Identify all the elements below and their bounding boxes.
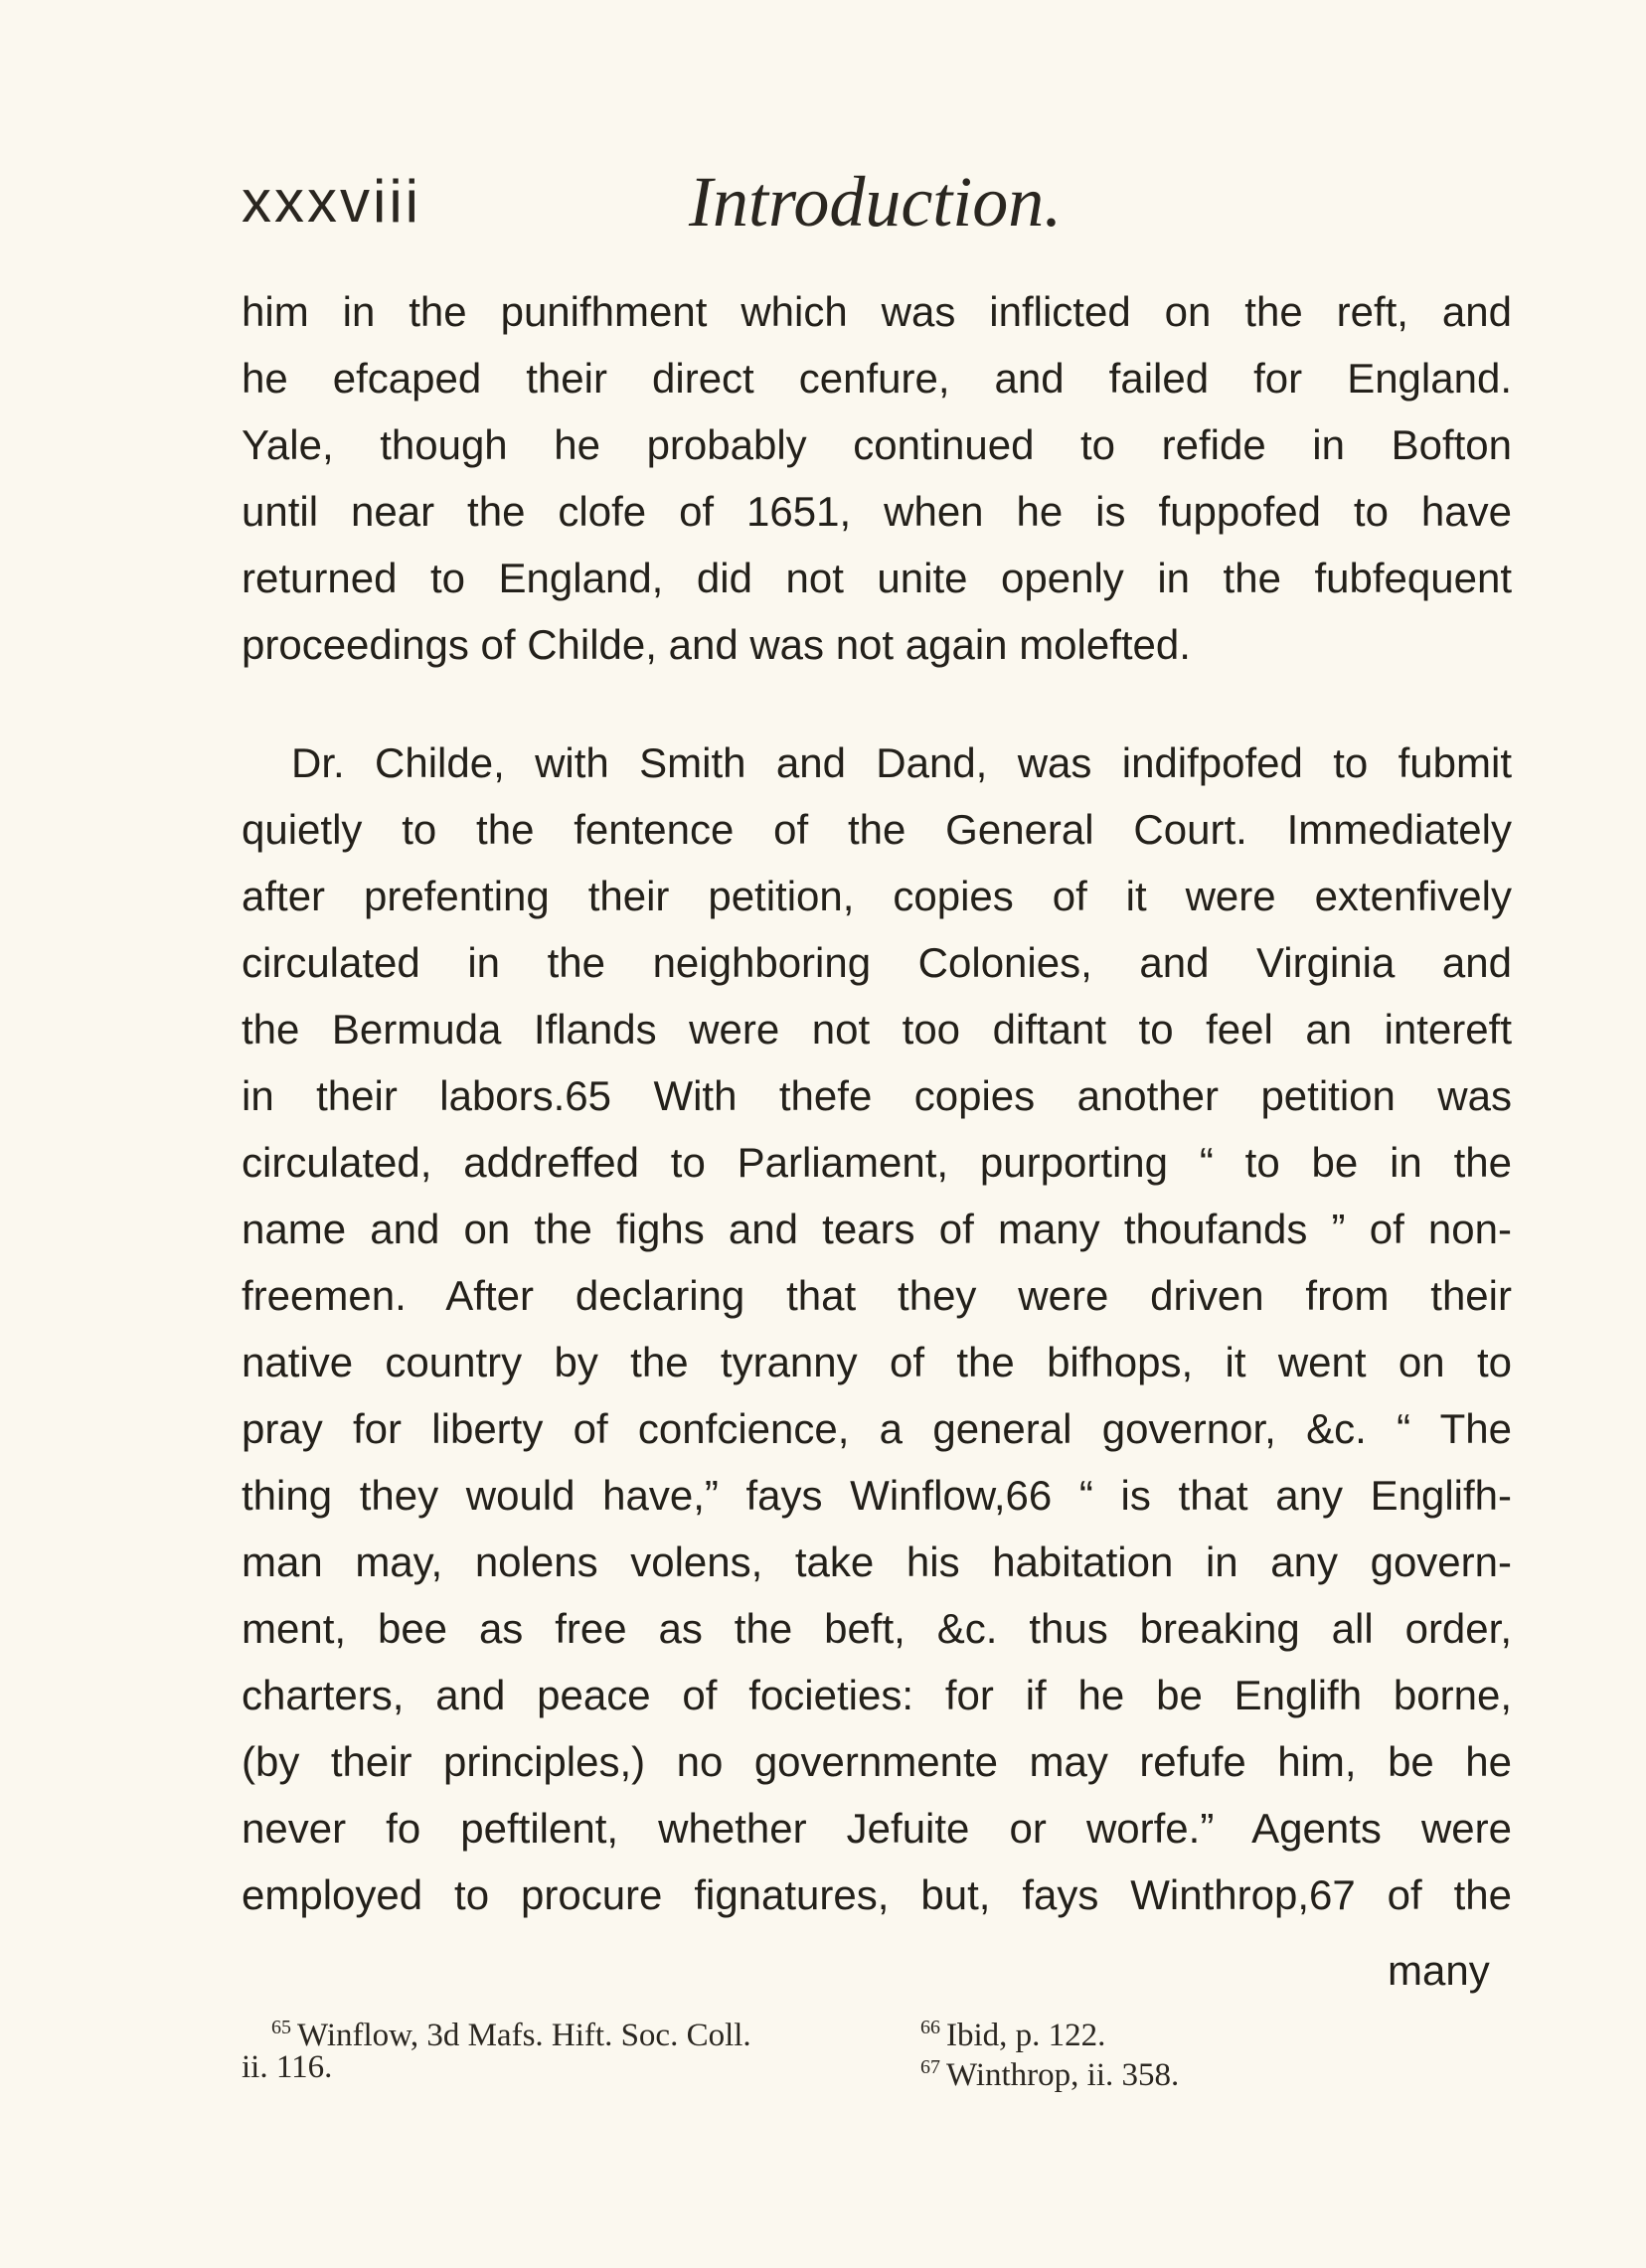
footnote-mark: 65 xyxy=(271,2017,291,2038)
paragraph-break xyxy=(242,678,1512,729)
text-line: native country by the tyranny of the bifhops, it went on to xyxy=(242,1339,1512,1385)
text-line: him in the punifhment which was inflicted on the reft, and xyxy=(242,288,1512,335)
footnote-text: ii. 116. xyxy=(242,2049,333,2085)
text-line: the Bermuda Iflands were not too diftant to feel an intereft xyxy=(242,1006,1512,1053)
text-line: after prefenting their petition, copies of it were extenfively xyxy=(242,873,1512,919)
text-line: name and on the fighs and tears of many thoufands ” of non- xyxy=(242,1206,1512,1252)
text-line: he efcaped their direct cenfure, and failed for England. xyxy=(242,355,1512,402)
text-line: Yale, though he probably continued to refide in Bofton xyxy=(242,421,1512,468)
footnote-text: Winflow, 3d Mafs. Hift. Soc. Coll. xyxy=(297,2018,751,2053)
running-head xyxy=(242,162,1514,266)
text-line: in their labors.65 With thefe copies another petition was xyxy=(242,1072,1512,1119)
text-line: man may, nolens volens, take his habitation in any govern- xyxy=(242,1539,1512,1585)
text-line: (by their principles,) no governmente may refufe him, be he xyxy=(242,1738,1512,1785)
footnote-text: Winthrop, ii. 358. xyxy=(946,2057,1180,2093)
footnote-65-continued xyxy=(242,2047,332,2087)
body-text xyxy=(242,278,1512,1928)
text-line: circulated in the neighboring Colonies, and Virginia and xyxy=(242,939,1512,986)
footnote-mark: 67 xyxy=(920,2056,940,2078)
text-line: proceedings of Childe, and was not again molefted. xyxy=(242,621,1191,668)
text-line: employed to procure fignatures, but, fays Winthrop,67 of the xyxy=(242,1871,1512,1918)
text-line: charters, and peace of focieties: for if he be Englifh borne, xyxy=(242,1672,1512,1718)
text-line: circulated, addreffed to Parliament, purporting “ to be in the xyxy=(242,1139,1512,1186)
text-line: until near the clofe of 1651, when he is fuppofed to have xyxy=(242,488,1512,535)
text-line: Dr. Childe, with Smith and Dand, was indifpofed to fubmit xyxy=(291,739,1512,786)
page-number: xxxviii xyxy=(242,168,421,235)
text-line: returned to England, did not unite openly in the fubfequent xyxy=(242,555,1512,601)
text-line: thing they would have,” fays Winflow,66 “ is that any Englifh- xyxy=(242,1472,1512,1519)
text-line: quietly to the fentence of the General Court. Immediately xyxy=(242,806,1512,853)
text-line: freemen. After declaring that they were driven from their xyxy=(242,1272,1512,1319)
footnote-67 xyxy=(920,2047,1179,2095)
text-line: pray for liberty of confcience, a general governor, &c. “ The xyxy=(242,1405,1512,1452)
catchword: many xyxy=(1388,1947,1490,1994)
footnote-65 xyxy=(271,2008,751,2055)
running-title: Introduction. xyxy=(689,162,1063,242)
text-line: never fo peftilent, whether Jefuite or worfe.” Agents were xyxy=(242,1805,1512,1852)
footnote-text: Ibid, p. 122. xyxy=(946,2018,1106,2053)
text-line: ment, bee as free as the beft, &c. thus breaking all order, xyxy=(242,1605,1512,1652)
footnote-mark: 66 xyxy=(920,2017,940,2038)
